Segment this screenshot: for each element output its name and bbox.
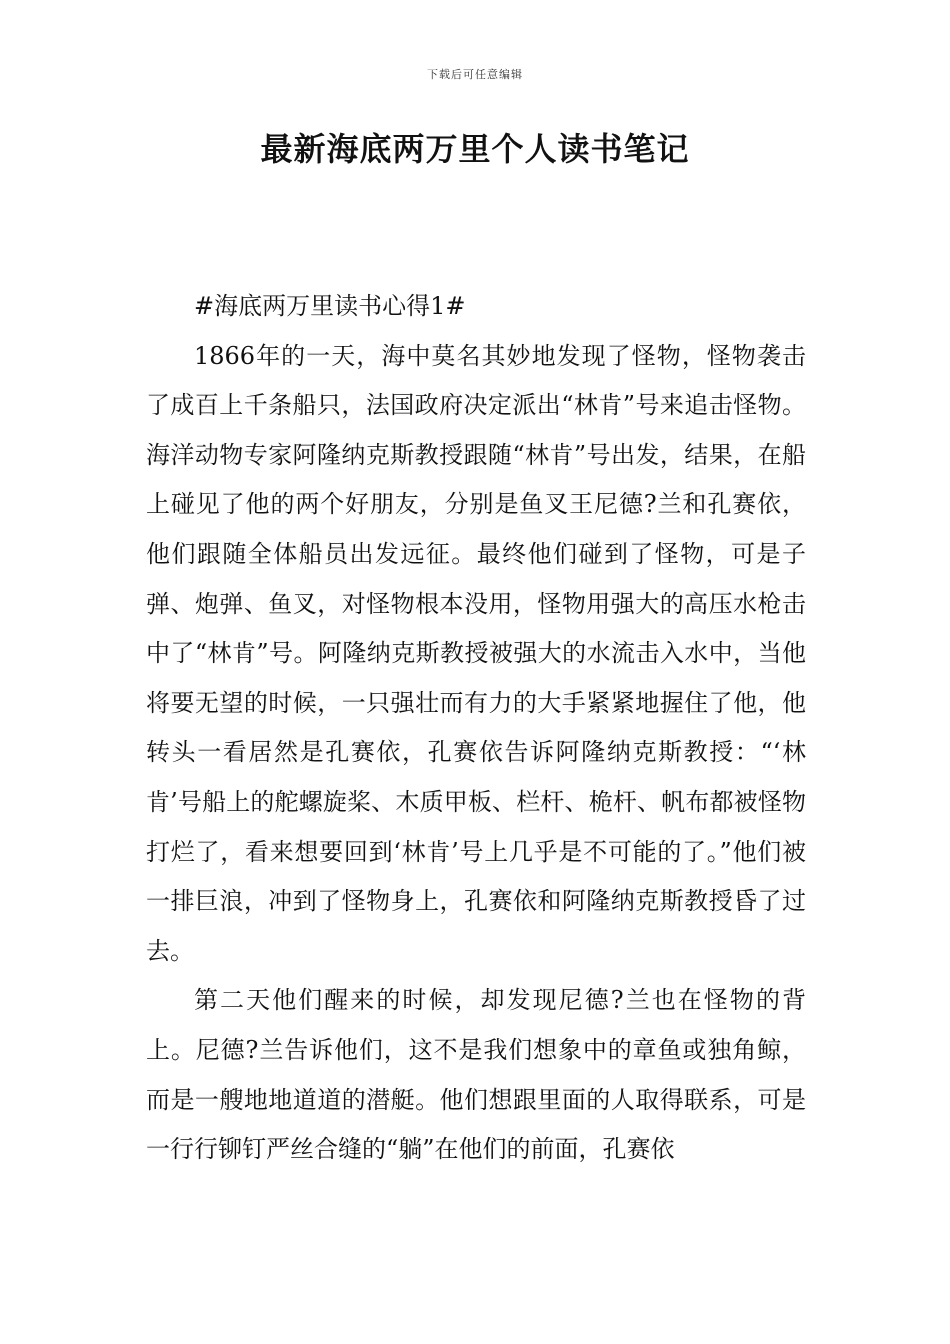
body-paragraph: 第二天他们醒来的时候，却发现尼德?兰也在怪物的背上。尼德?兰告诉他们，这不是我们想象中的章鱼或独角鲸，而是一艘地地道道的潜艇。他们想跟里面的人取得联系，可是一行行铆钉严丝合缝的“躺”在他们的前面，孔赛依 xyxy=(146,986,806,1164)
body-paragraph: 1866年的一天，海中莫名其妙地发现了怪物，怪物袭击了成百上千条船只，法国政府决定派出“林肯”号来追击怪物。海洋动物专家阿隆纳克斯教授跟随“林肯”号出发，结果，在船上碰见了他的两个好朋友，分别是鱼叉王尼德?兰和孔赛依，他们跟随全体船员出发远征。最终他们碰到了怪物，可是子弹、炮弹、鱼叉，对怪物根本没用，怪物用强大的高压水枪击中了“林肯”号。阿隆纳克斯教授被强大的水流击入水中，当他将要无望的时候，一只强壮而有力的大手紧紧地握住了他，他转头一看居然是孔赛依，孔赛依告诉阿隆纳克斯教授：“‘林肯’号船上的舵螺旋桨、木质甲板、栏杆、桅杆、帆布都被怪物打烂了，看来想要回到‘林肯’号上几乎是不可能的了。”他们被一排巨浪，冲到了怪物身上，孔赛依和阿隆纳克斯教授昏了过去。 xyxy=(146,341,806,965)
document-body xyxy=(146,282,806,1175)
document-title: 最新海底两万里个人读书笔记 xyxy=(260,130,690,168)
header-note: 下载后可任意编辑 xyxy=(427,68,523,81)
section-heading: #海底两万里读书心得1# xyxy=(194,292,466,320)
